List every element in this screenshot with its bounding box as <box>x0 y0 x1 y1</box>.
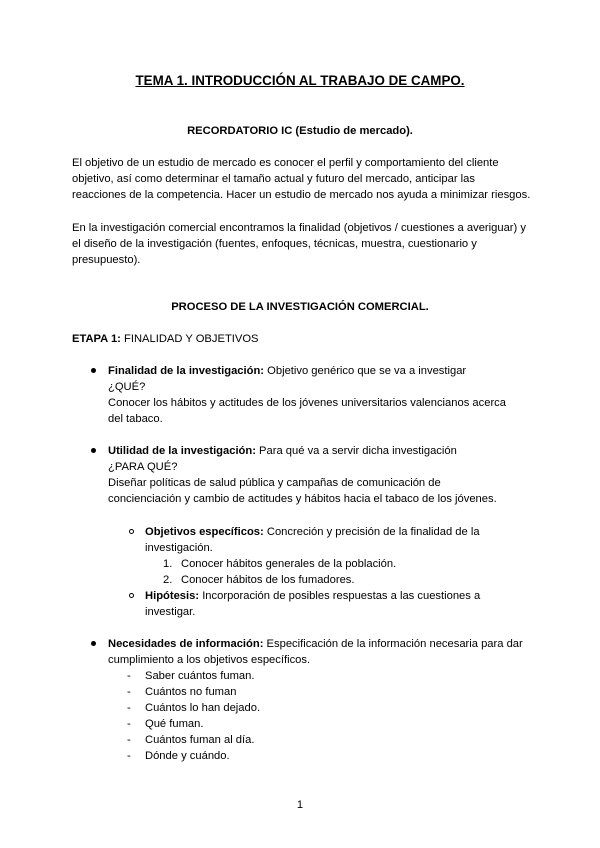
necesidades-term: Necesidades de información: <box>108 638 264 650</box>
finalidad-example: Conocer los hábitos y actitudes de los jóvenes universitarios valencianos acerca del tabaco. <box>108 397 506 425</box>
circle-bullet-icon <box>129 529 134 534</box>
dash-bullet: - <box>127 734 131 746</box>
finalidad-term: Finalidad de la investigación: <box>108 365 265 377</box>
dash-bullet: - <box>127 702 131 714</box>
necesidad-item: Qué fuman. <box>145 718 204 730</box>
necesidad-item: Saber cuántos fuman. <box>145 670 255 682</box>
objetivo-item: Conocer hábitos generales de la población. <box>181 558 397 570</box>
necesidades-definition: Especificación de la información necesaria para dar cumplimiento a los objetivos específicos. <box>108 638 523 666</box>
necesidad-item: Cuántos lo han dejado. <box>145 702 261 714</box>
utilidad-question: ¿PARA QUÉ? <box>108 461 178 473</box>
utilidad-example: Diseñar políticas de salud pública y campañas de comunicación de concienciación y cambio de actitudes y hábitos hacia el tabaco de los jóvenes. <box>108 477 497 505</box>
process-heading: PROCESO DE LA INVESTIGACIÓN COMERCIAL. <box>171 301 429 313</box>
dash-bullet: - <box>127 718 131 730</box>
bullet-icon <box>91 641 96 646</box>
necesidad-item: Cuántos no fuman <box>145 686 237 698</box>
necesidad-item: Dónde y cuándo. <box>145 750 230 762</box>
hipotesis-definition: Incorporación de posibles respuestas a las cuestiones a investigar. <box>145 590 481 618</box>
bullet-icon <box>91 448 96 453</box>
finalidad-question: ¿QUÉ? <box>108 381 146 393</box>
objetivos-line <box>145 524 525 556</box>
circle-bullet-icon <box>129 593 134 598</box>
page-title: TEMA 1. INTRODUCCIÓN AL TRABAJO DE CAMPO. <box>135 73 465 88</box>
dash-bullet: - <box>127 670 131 682</box>
dash-bullet: - <box>127 750 131 762</box>
etapa-label: ETAPA 1: <box>72 333 121 345</box>
intro-paragraph-2: En la investigación comercial encontramos la finalidad (objetivos / cuestiones a averiguar) y el diseño de la investigación (fuentes, enfoques, técnicas, muestra, cuestionario y presupuesto). <box>72 222 526 267</box>
etapa-text: FINALIDAD Y OBJETIVOS <box>120 333 259 345</box>
objetivo-item: Conocer hábitos de los fumadores. <box>181 574 355 586</box>
objetivos-definition: Concreción y precisión de la finalidad de la investigación. <box>145 526 480 554</box>
necesidad-item: Cuántos fuman al día. <box>145 734 255 746</box>
page-number: 1 <box>296 799 304 811</box>
necesidades-line <box>108 636 538 668</box>
section-subtitle: RECORDATORIO IC (Estudio de mercado). <box>187 125 413 137</box>
etapa-heading <box>72 331 259 347</box>
objetivo-num: 1. <box>163 558 173 570</box>
dash-bullet: - <box>127 686 131 698</box>
intro-paragraph-1: El objetivo de un estudio de mercado es conocer el perfil y comportamiento del cliente objetivo, así como determinar el tamaño actual y futuro del mercado, anticipar las reacciones de la competencia. Hacer un estudio de mercado nos ayuda a minimizar riesgos. <box>72 157 531 202</box>
utilidad-definition: Para qué va a servir dicha investigación <box>255 445 457 457</box>
finalidad-definition: Objetivo genérico que se va a investigar <box>264 365 467 377</box>
utilidad-term: Utilidad de la investigación: <box>108 445 256 457</box>
finalidad-line <box>108 363 466 379</box>
bullet-icon <box>91 368 96 373</box>
utilidad-line <box>108 443 457 459</box>
hipotesis-term: Hipótesis: <box>145 590 200 602</box>
objetivo-num: 2. <box>163 574 173 586</box>
objetivos-term: Objetivos específicos: <box>145 526 264 538</box>
hipotesis-line <box>145 588 525 620</box>
